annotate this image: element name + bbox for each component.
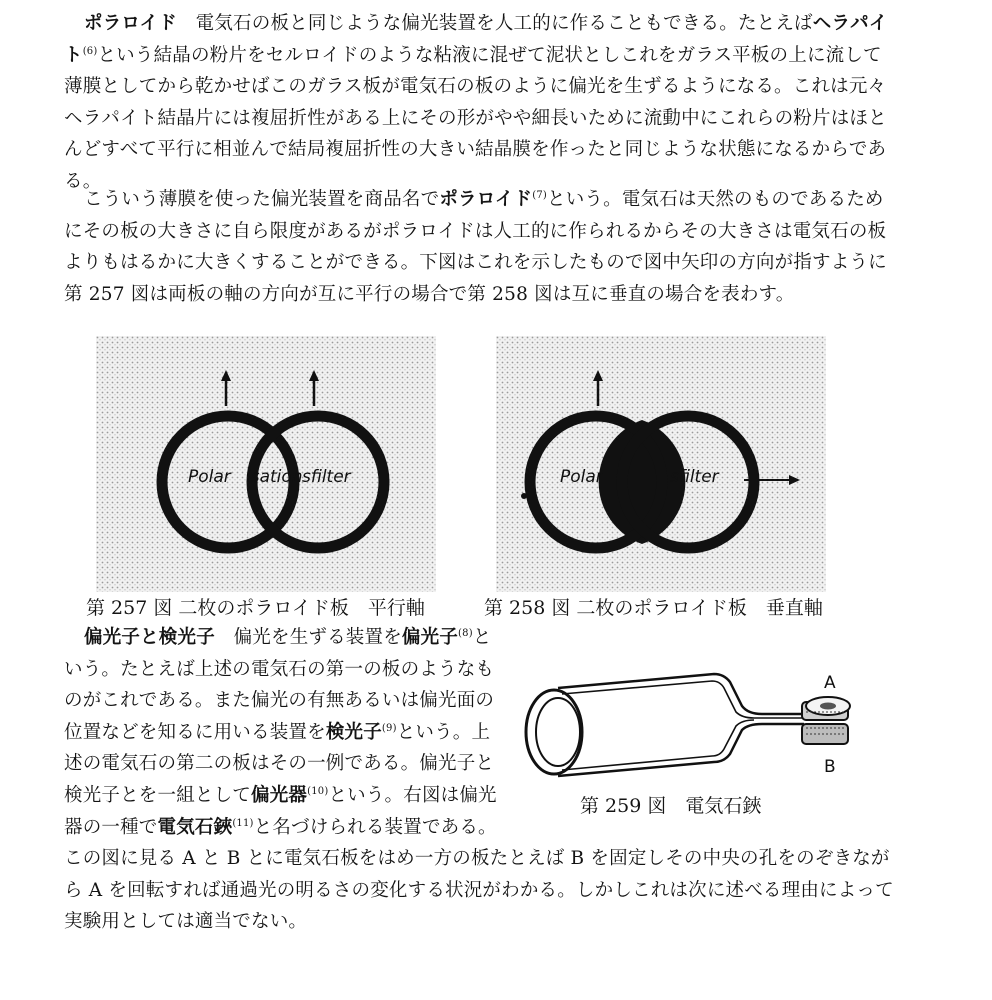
para3-text-3: という。上述の電気石の第二の板はその一例である。偏光子と検光子とを一組として — [64, 721, 495, 806]
footnote-ref-7: (7) — [532, 189, 548, 201]
footnote-ref-9: (9) — [381, 722, 397, 734]
para3-text-2: という。たとえば上述の電気石の第一の板のようなものがこれである。また偏光の有無あるいは偏光面の位置などを知るに用いる装置を — [64, 627, 495, 743]
caption-figure-258: 第 258 図 二枚のポラロイド板 垂直軸 — [484, 597, 823, 619]
para2-text-2: という。電気石は天然のものであるためにその板の大きさに自ら限度があるがポラロイドは人工的に作られるからその大きさは電気石の板よりもはるかに大きくすることができる。下図はこれを示したもので図中矢印の方向が指すように第 257 図は両板の軸の方向が互に平行の場合で第 258 図は互に垂直の場合を表わす。 — [64, 189, 887, 305]
label-b: B — [824, 757, 836, 777]
footnote-ref-11: (11) — [232, 817, 254, 829]
disk-label-middle: isation — [246, 467, 303, 487]
footnote-ref-8: (8) — [458, 627, 473, 639]
float-spacer — [504, 656, 894, 828]
para1-text-1: 電気石の板と同じような偏光装置を人工的に作ることもできる。たとえば — [195, 13, 813, 34]
section-heading-polarizer-analyzer: 偏光子と検光子 — [84, 627, 215, 648]
term-tourmaline-tongs: 電気石鋏 — [157, 816, 233, 838]
disk-label-left: Polar — [560, 467, 603, 487]
footnote-ref-10: (10) — [307, 785, 329, 797]
figure-258 — [496, 336, 826, 592]
term-polarizer: 偏光子 — [401, 627, 459, 648]
disk-label-right: sfilter — [670, 467, 719, 487]
para2-text-1: こういう薄膜を使った偏光装置を商品名で — [84, 189, 440, 210]
term-herapathite: ヘラパイト — [64, 13, 888, 66]
section-heading-polaroid: ポラロイド — [84, 13, 177, 34]
para3-text-5: と名づけられる装置である。この図に見る A と B とに電気石板をはめ一方の板たとえば B を固定しその中央の孔をのぞきながら A を回転すれば通過光の明るさの変化する状況がわかる。しかしこれは次に述べる理由によって実験用としては適当でない。 — [64, 816, 894, 933]
term-analyzer: 検光子 — [325, 721, 382, 743]
para3-text-1: 偏光を生ずる装置を — [233, 627, 402, 648]
caption-figure-257: 第 257 図 二枚のポラロイド板 平行軸 — [86, 597, 425, 619]
para1-text-2: という結晶の粉片をセルロイドのような粘液に混ぜて泥状としこれをガラス平板の上に流して薄膜としてから乾かせばこのガラス板が電気石の板のように偏光を生ずるようになる。これは元々ヘラパイト結晶片には複屈折性がある上にその形がやや細長いために流動中にこれらの粉片はほとんどすべて平行に相並んで結局複屈折性の大きい結晶膜を作ったと同じような状態になるからである。 — [64, 44, 887, 192]
disk-label-left: Polar — [188, 467, 231, 487]
label-a: A — [824, 673, 836, 693]
para3-text-4: という。右図は偏光器の一種で — [64, 784, 497, 838]
footnote-ref-6: (6) — [82, 45, 98, 57]
caption-figure-259: 第 259 図 電気石鋏 — [580, 795, 762, 817]
paragraph-polaroid-trade-name — [64, 184, 894, 310]
paragraph-polarizer-analyzer — [64, 622, 894, 938]
figure-257 — [96, 336, 436, 592]
term-polariscope: 偏光器 — [251, 784, 308, 806]
disk-label-right: sfilter — [302, 467, 351, 487]
paragraph-polaroid — [64, 8, 894, 198]
term-polaroid: ポラロイド — [439, 189, 533, 210]
